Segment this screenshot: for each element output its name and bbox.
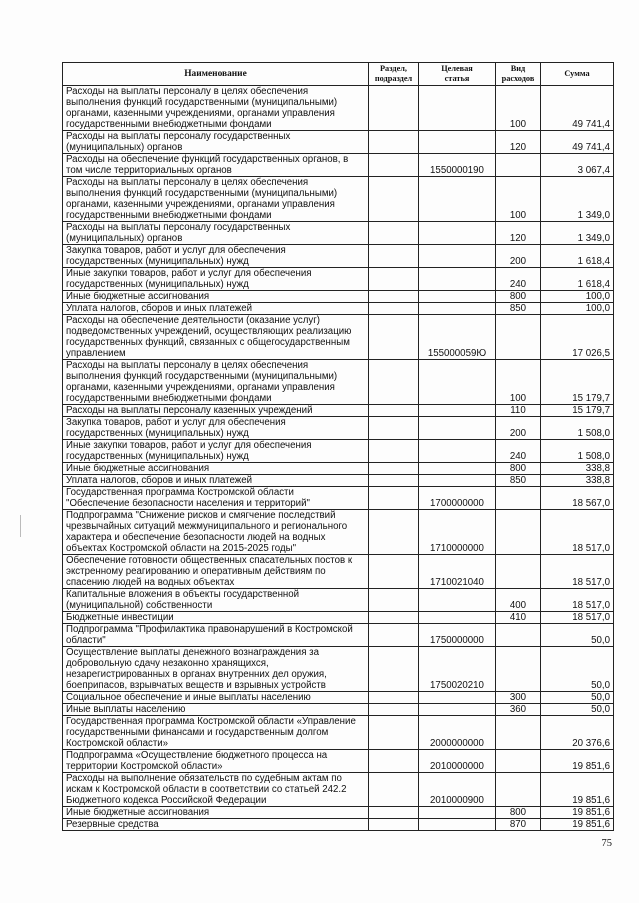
cell-name: Уплата налогов, сборов и иных платежей xyxy=(63,475,369,487)
cell-name: Иные бюджетные ассигнования xyxy=(63,463,369,475)
cell-name: Расходы на выплаты персоналу казенных учреждений xyxy=(63,405,369,417)
table-row xyxy=(63,268,614,291)
cell-sum: 49 741,4 xyxy=(541,131,614,154)
table-row xyxy=(63,463,614,475)
cell-target xyxy=(419,692,496,704)
cell-name: Расходы на обеспечение деятельности (оказание услуг) подведомственных учреждений, осуществляющих реализацию государственных функций, связанных с общегосударственным управлением xyxy=(63,315,369,360)
cell-type: 360 xyxy=(496,704,541,716)
cell-section xyxy=(369,245,419,268)
cell-section xyxy=(369,440,419,463)
table-row xyxy=(63,692,614,704)
table-row xyxy=(63,807,614,819)
cell-sum: 50,0 xyxy=(541,624,614,647)
table-row xyxy=(63,86,614,131)
cell-sum: 18 517,0 xyxy=(541,589,614,612)
cell-target: 1710000000 xyxy=(419,510,496,555)
cell-sum: 15 179,7 xyxy=(541,405,614,417)
cell-type: 100 xyxy=(496,177,541,222)
cell-type xyxy=(496,555,541,589)
budget-table xyxy=(62,62,614,831)
header-name: Наименование xyxy=(63,63,369,86)
cell-type: 300 xyxy=(496,692,541,704)
cell-section xyxy=(369,750,419,773)
table-body xyxy=(63,86,614,831)
cell-sum: 18 517,0 xyxy=(541,555,614,589)
cell-type: 800 xyxy=(496,463,541,475)
cell-target xyxy=(419,417,496,440)
table-row xyxy=(63,773,614,807)
cell-target: 155000059Ю xyxy=(419,315,496,360)
cell-sum: 1 508,0 xyxy=(541,417,614,440)
cell-target xyxy=(419,612,496,624)
cell-target: 1550000190 xyxy=(419,154,496,177)
header-sum: Сумма xyxy=(541,63,614,86)
table-row xyxy=(63,131,614,154)
cell-section xyxy=(369,704,419,716)
table-row xyxy=(63,303,614,315)
cell-type: 800 xyxy=(496,291,541,303)
cell-target xyxy=(419,819,496,831)
cell-name: Иные бюджетные ассигнования xyxy=(63,291,369,303)
cell-target xyxy=(419,589,496,612)
cell-type: 100 xyxy=(496,86,541,131)
cell-sum: 50,0 xyxy=(541,647,614,692)
cell-type: 850 xyxy=(496,475,541,487)
cell-section xyxy=(369,647,419,692)
cell-target: 1750020210 xyxy=(419,647,496,692)
cell-target xyxy=(419,222,496,245)
cell-target xyxy=(419,291,496,303)
cell-target xyxy=(419,245,496,268)
cell-section xyxy=(369,291,419,303)
table-row xyxy=(63,360,614,405)
cell-name: Расходы на обеспечение функций государственных органов, в том числе территориальных органов xyxy=(63,154,369,177)
cell-type xyxy=(496,315,541,360)
cell-type: 410 xyxy=(496,612,541,624)
header-section: Раздел, подраздел xyxy=(369,63,419,86)
cell-sum: 15 179,7 xyxy=(541,360,614,405)
cell-name: Закупка товаров, работ и услуг для обеспечения государственных (муниципальных) нужд xyxy=(63,417,369,440)
table-row xyxy=(63,819,614,831)
cell-section xyxy=(369,463,419,475)
table-row xyxy=(63,245,614,268)
cell-sum: 100,0 xyxy=(541,291,614,303)
cell-type: 200 xyxy=(496,245,541,268)
table-row xyxy=(63,222,614,245)
table-row xyxy=(63,154,614,177)
cell-name: Иные закупки товаров, работ и услуг для обеспечения государственных (муниципальных) нужд xyxy=(63,268,369,291)
cell-name: Иные выплаты населению xyxy=(63,704,369,716)
cell-section xyxy=(369,716,419,750)
cell-section xyxy=(369,475,419,487)
cell-sum: 1 349,0 xyxy=(541,222,614,245)
cell-sum: 20 376,6 xyxy=(541,716,614,750)
cell-section xyxy=(369,773,419,807)
cell-type: 120 xyxy=(496,222,541,245)
cell-sum: 338,8 xyxy=(541,475,614,487)
cell-type xyxy=(496,487,541,510)
cell-section xyxy=(369,405,419,417)
cell-section xyxy=(369,177,419,222)
table-row xyxy=(63,405,614,417)
scan-margin-mark xyxy=(20,515,21,537)
cell-section xyxy=(369,510,419,555)
header-type: Вид расходов xyxy=(496,63,541,86)
cell-sum: 49 741,4 xyxy=(541,86,614,131)
table-row xyxy=(63,440,614,463)
cell-type: 240 xyxy=(496,440,541,463)
cell-target xyxy=(419,704,496,716)
cell-target xyxy=(419,475,496,487)
table-row xyxy=(63,624,614,647)
cell-sum: 17 026,5 xyxy=(541,315,614,360)
cell-type xyxy=(496,510,541,555)
cell-section xyxy=(369,417,419,440)
cell-type: 100 xyxy=(496,360,541,405)
cell-target xyxy=(419,303,496,315)
cell-target xyxy=(419,177,496,222)
cell-section xyxy=(369,589,419,612)
cell-name: Расходы на выплаты персоналу в целях обеспечения выполнения функций государственными (муниципальными) органами, казенными учреждениями, органами управления государственными внебюджетными фондами xyxy=(63,86,369,131)
table-row xyxy=(63,647,614,692)
cell-name: Социальное обеспечение и иные выплаты населению xyxy=(63,692,369,704)
table-row xyxy=(63,555,614,589)
cell-section xyxy=(369,268,419,291)
cell-sum: 19 851,6 xyxy=(541,750,614,773)
cell-name: Подпрограмма "Снижение рисков и смягчение последствий чрезвычайных ситуаций межмуниципального и регионального характера и обеспечение безопасности людей на водных объектах Костромской области на 2015-2025 годы" xyxy=(63,510,369,555)
cell-sum: 3 067,4 xyxy=(541,154,614,177)
table-row xyxy=(63,177,614,222)
cell-type: 870 xyxy=(496,819,541,831)
cell-sum: 50,0 xyxy=(541,704,614,716)
cell-name: Капитальные вложения в объекты государственной (муниципальной) собственности xyxy=(63,589,369,612)
cell-target xyxy=(419,440,496,463)
cell-sum: 100,0 xyxy=(541,303,614,315)
cell-type xyxy=(496,154,541,177)
cell-name: Бюджетные инвестиции xyxy=(63,612,369,624)
cell-target: 1750000000 xyxy=(419,624,496,647)
cell-type xyxy=(496,716,541,750)
cell-name: Закупка товаров, работ и услуг для обеспечения государственных (муниципальных) нужд xyxy=(63,245,369,268)
cell-target xyxy=(419,807,496,819)
cell-type: 120 xyxy=(496,131,541,154)
cell-sum: 18 517,0 xyxy=(541,510,614,555)
cell-target: 2000000000 xyxy=(419,716,496,750)
table-row xyxy=(63,716,614,750)
cell-sum: 19 851,6 xyxy=(541,773,614,807)
cell-sum: 1 349,0 xyxy=(541,177,614,222)
table-row xyxy=(63,704,614,716)
cell-name: Осуществление выплаты денежного вознаграждения за добровольную сдачу незаконно хранящихся, незарегистрированных в органах внутренних дел оружия, боеприпасов, взрывчатых веществ и взрывных устройств xyxy=(63,647,369,692)
cell-target: 2010000900 xyxy=(419,773,496,807)
page-number: 75 xyxy=(601,838,612,849)
table-row xyxy=(63,612,614,624)
cell-type xyxy=(496,773,541,807)
table-row xyxy=(63,589,614,612)
header-target: Целевая статья xyxy=(419,63,496,86)
cell-section xyxy=(369,154,419,177)
cell-type: 200 xyxy=(496,417,541,440)
table-row xyxy=(63,475,614,487)
cell-sum: 19 851,6 xyxy=(541,807,614,819)
cell-section xyxy=(369,807,419,819)
table-row xyxy=(63,315,614,360)
cell-type: 400 xyxy=(496,589,541,612)
cell-target: 1700000000 xyxy=(419,487,496,510)
cell-sum: 18 567,0 xyxy=(541,487,614,510)
cell-target xyxy=(419,405,496,417)
cell-type: 800 xyxy=(496,807,541,819)
cell-name: Расходы на выплаты персоналу государственных (муниципальных) органов xyxy=(63,131,369,154)
cell-name: Подпрограмма «Осуществление бюджетного процесса на территории Костромской области» xyxy=(63,750,369,773)
cell-target: 2010000000 xyxy=(419,750,496,773)
table-row xyxy=(63,417,614,440)
table-row xyxy=(63,291,614,303)
cell-target xyxy=(419,131,496,154)
cell-name: Государственная программа Костромской области «Управление государственными финансами и государственным долгом Костромской области» xyxy=(63,716,369,750)
cell-section xyxy=(369,624,419,647)
cell-sum: 338,8 xyxy=(541,463,614,475)
cell-name: Иные закупки товаров, работ и услуг для обеспечения государственных (муниципальных) нужд xyxy=(63,440,369,463)
cell-section xyxy=(369,131,419,154)
cell-sum: 19 851,6 xyxy=(541,819,614,831)
table-row xyxy=(63,750,614,773)
cell-name: Расходы на выплаты персоналу в целях обеспечения выполнения функций государственными (муниципальными) органами, казенными учреждениями, органами управления государственными внебюджетными фондами xyxy=(63,360,369,405)
table-row xyxy=(63,487,614,510)
cell-target xyxy=(419,86,496,131)
cell-type: 850 xyxy=(496,303,541,315)
cell-sum: 1 508,0 xyxy=(541,440,614,463)
cell-sum: 50,0 xyxy=(541,692,614,704)
cell-type xyxy=(496,624,541,647)
cell-section xyxy=(369,360,419,405)
cell-name: Резервные средства xyxy=(63,819,369,831)
cell-name: Уплата налогов, сборов и иных платежей xyxy=(63,303,369,315)
cell-name: Расходы на выполнение обязательств по судебным актам по искам к Костромской области в соответствии со статьей 242.2 Бюджетного кодекса Российской Федерации xyxy=(63,773,369,807)
cell-sum: 18 517,0 xyxy=(541,612,614,624)
cell-target xyxy=(419,268,496,291)
cell-section xyxy=(369,819,419,831)
cell-section xyxy=(369,555,419,589)
cell-section xyxy=(369,86,419,131)
cell-sum: 1 618,4 xyxy=(541,245,614,268)
cell-section xyxy=(369,612,419,624)
cell-target xyxy=(419,360,496,405)
cell-section xyxy=(369,303,419,315)
cell-section xyxy=(369,315,419,360)
cell-name: Подпрограмма "Профилактика правонарушений в Костромской области" xyxy=(63,624,369,647)
cell-name: Обеспечение готовности общественных спасательных постов к экстренному реагированию и оперативным действиям по спасению людей на водных объектах xyxy=(63,555,369,589)
table-row xyxy=(63,510,614,555)
table-header-row xyxy=(63,63,614,86)
cell-name: Расходы на выплаты персоналу государственных (муниципальных) органов xyxy=(63,222,369,245)
cell-sum: 1 618,4 xyxy=(541,268,614,291)
cell-section xyxy=(369,487,419,510)
cell-target xyxy=(419,463,496,475)
cell-name: Расходы на выплаты персоналу в целях обеспечения выполнения функций государственными (муниципальными) органами, казенными учреждениями, органами управления государственными внебюджетными фондами xyxy=(63,177,369,222)
cell-type xyxy=(496,647,541,692)
cell-type: 240 xyxy=(496,268,541,291)
cell-section xyxy=(369,222,419,245)
cell-section xyxy=(369,692,419,704)
cell-type: 110 xyxy=(496,405,541,417)
cell-name: Иные бюджетные ассигнования xyxy=(63,807,369,819)
cell-name: Государственная программа Костромской области "Обеспечение безопасности населения и территорий" xyxy=(63,487,369,510)
cell-type xyxy=(496,750,541,773)
cell-target: 1710021040 xyxy=(419,555,496,589)
budget-table-sheet xyxy=(62,62,613,831)
